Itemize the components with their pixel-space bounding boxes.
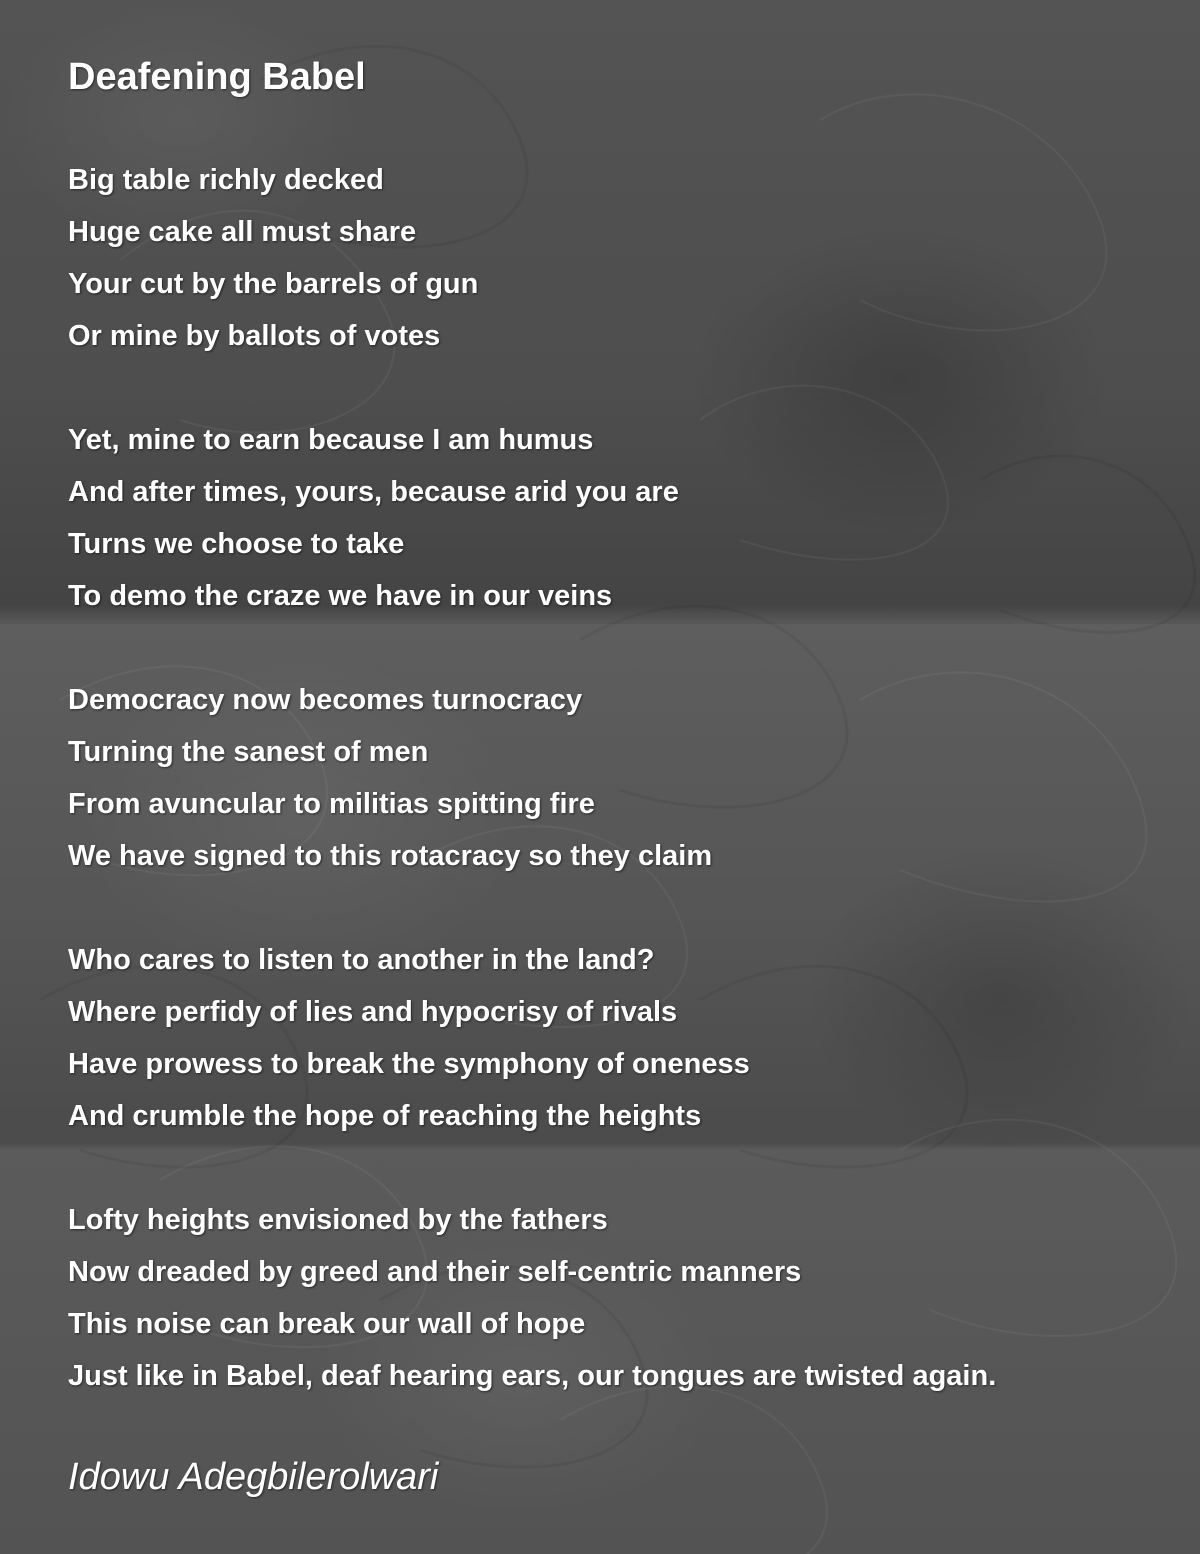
poem-line: And crumble the hope of reaching the heights [68, 1100, 702, 1132]
poem-title: Deafening Babel [68, 56, 366, 98]
poem-line: Lofty heights envisioned by the fathers [68, 1204, 608, 1236]
stanza-1 [68, 154, 1178, 362]
poem-line: Where perfidy of lies and hypocrisy of rivals [68, 996, 678, 1028]
poem-line: Big table richly decked [68, 164, 384, 196]
poem-line: Turns we choose to take [68, 528, 405, 560]
poem-line: Yet, mine to earn because I am humus [68, 424, 594, 456]
poem-line: To demo the craze we have in our veins [68, 580, 613, 612]
poem-line: Democracy now becomes turnocracy [68, 684, 583, 716]
stanza-3 [68, 674, 1178, 882]
poem-line: Huge cake all must share [68, 216, 417, 248]
poem-line: Your cut by the barrels of gun [68, 268, 479, 300]
stanza-5 [68, 1194, 1178, 1402]
poem-author: Idowu Adegbilerolwari [68, 1456, 439, 1498]
stanza-2 [68, 414, 1178, 622]
poem-line: Have prowess to break the symphony of oneness [68, 1048, 750, 1080]
poem-line: Now dreaded by greed and their self-centric manners [68, 1256, 802, 1288]
poem-line: And after times, yours, because arid you are [68, 476, 679, 508]
poem-line: This noise can break our wall of hope [68, 1308, 586, 1340]
stanza-4 [68, 934, 1178, 1142]
poem-line: Just like in Babel, deaf hearing ears, our tongues are twisted again. [68, 1360, 997, 1392]
poem-line: From avuncular to militias spitting fire [68, 788, 595, 820]
poem-line: Turning the sanest of men [68, 736, 429, 768]
poem-line: We have signed to this rotacracy so they claim [68, 840, 713, 872]
poem-body [68, 154, 1178, 1454]
poem-line: Or mine by ballots of votes [68, 320, 441, 352]
poem-line: Who cares to listen to another in the land? [68, 944, 655, 976]
